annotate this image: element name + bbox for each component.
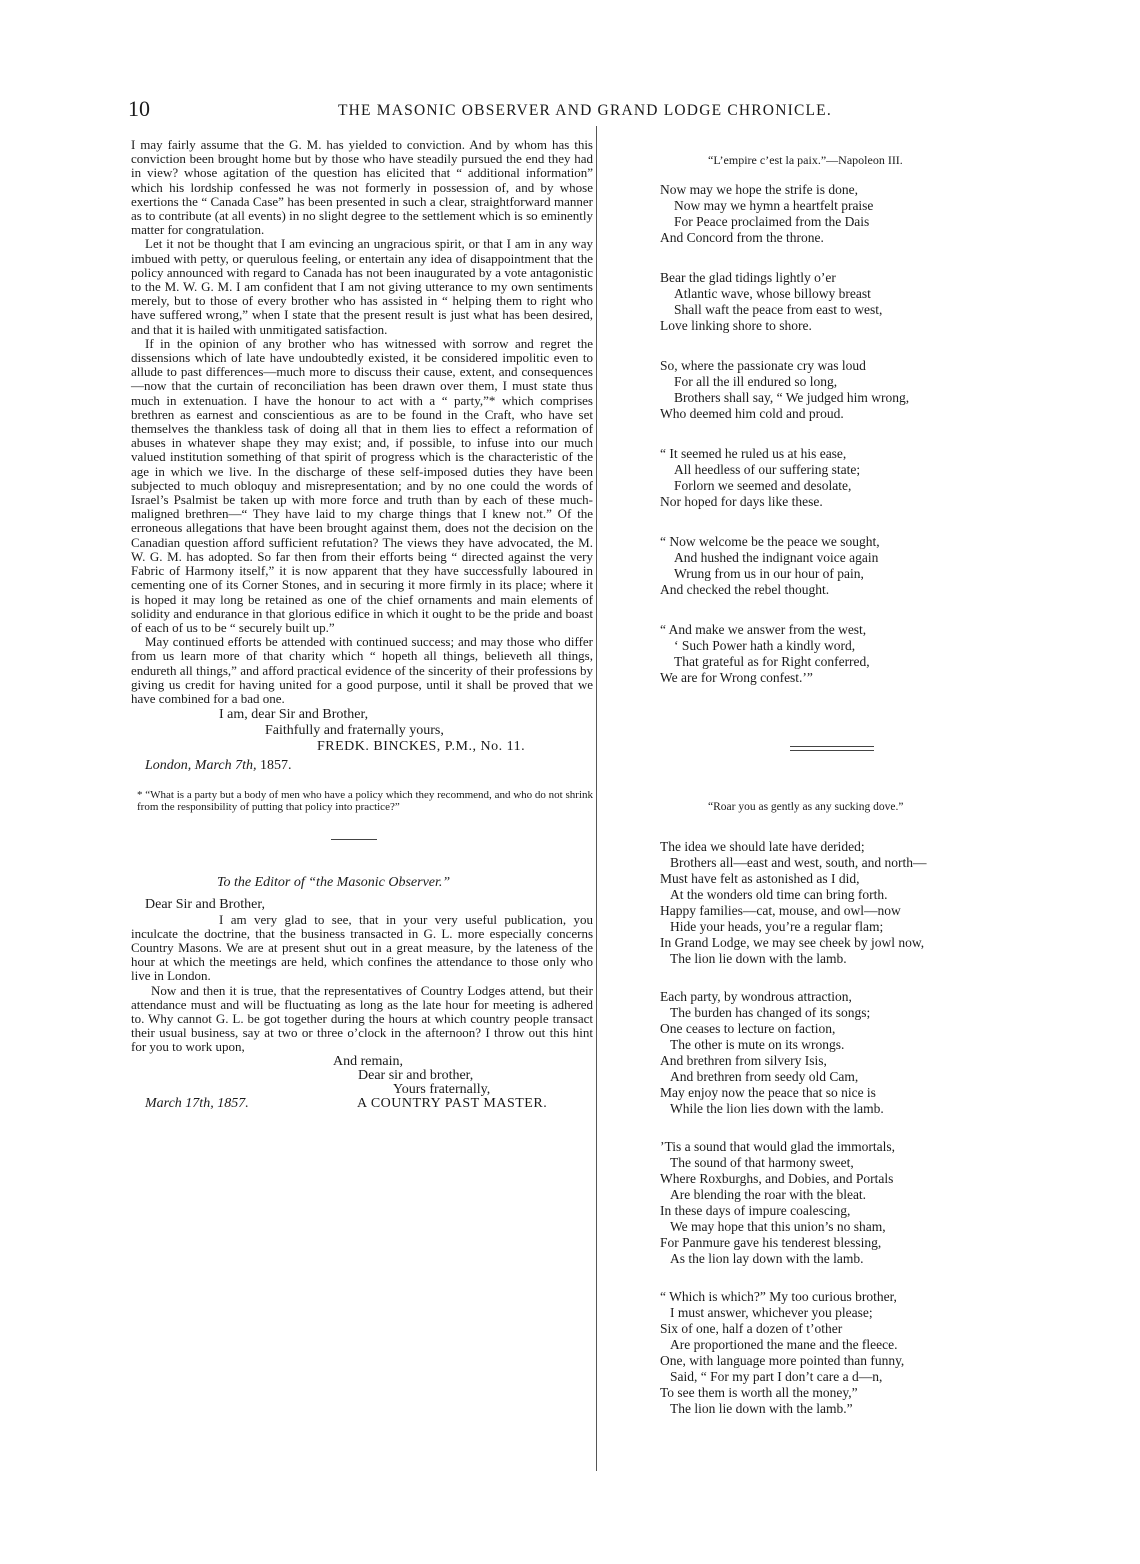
poem-epigraph: “Roar you as gently as any sucking dove.” <box>708 801 904 813</box>
letter-closing: Faithfully and fraternally yours, <box>265 723 444 739</box>
poem-peace <box>660 152 1040 686</box>
poem-line: And Concord from the throne. <box>660 230 824 245</box>
poem-line: Brothers shall say, “ We judged him wrong, <box>674 390 910 405</box>
dateline-year: 1857. <box>259 758 292 774</box>
letter-salutation: Dear Sir and Brother, <box>145 897 265 913</box>
column-divider <box>596 126 597 1471</box>
letter-paragraph: May continued efforts be attended with continued success; and may those who differ from us learn more of that charity which “ hopeth all things, believeth all things, endureth all things,” and afford practical evidence of the sincerity of their professions by giving us credit for having united for a good purpose, until it shall be proved that we have combined for a bad one. <box>131 634 593 706</box>
poem-stanza <box>660 1289 1040 1417</box>
poem-line: And hushed the indignant voice again <box>674 550 879 565</box>
poem-stanza <box>660 446 1040 510</box>
poem-line: So, where the passionate cry was loud <box>660 358 866 373</box>
letter-closing: And remain, <box>333 1053 403 1069</box>
letter-paragraph: I am very glad to see, that in your very useful publication, you inculcate the doctrine, that the business transacted in G. L. more especially concerns Country Masons. We are at present shut out in a great measure, by the lateness of the hour at which the meetings are held, which confines the attendance to those only who live in London. <box>131 911 593 984</box>
poem-line: In these days of impure coalescing, <box>660 1203 851 1218</box>
poem-line: The other is mute on its wrongs. <box>670 1037 845 1052</box>
poem-line: Each party, by wondrous attraction, <box>660 989 852 1004</box>
letter-date: March 17th, 1857. <box>145 1095 249 1111</box>
dateline-place: London, March 7th, <box>145 758 257 774</box>
poem-line: And brethren from seedy old Cam, <box>670 1069 859 1084</box>
poem-line: Brothers all—east and west, south, and north— <box>670 855 927 870</box>
poem-line: We may hope that this union’s no sham, <box>670 1219 886 1234</box>
poem-line: Love linking shore to shore. <box>660 318 812 333</box>
poem-line: All heedless of our suffering state; <box>674 462 861 477</box>
poem-line: Shall waft the peace from east to west, <box>674 302 883 317</box>
letter-dateline <box>131 755 593 777</box>
poem-line: The lion lie down with the lamb.” <box>670 1401 853 1416</box>
poem-line: For Panmure gave his tenderest blessing, <box>660 1235 882 1250</box>
poem-line: In Grand Lodge, we may see cheek by jowl now, <box>660 935 925 950</box>
poem-stanza <box>660 270 1040 334</box>
poem-line: I must answer, whichever you please; <box>670 1305 873 1320</box>
letter-country-past-master <box>131 876 593 1114</box>
letter-closing: Dear sir and brother, <box>358 1067 474 1083</box>
page-header <box>128 96 1006 126</box>
poem-line: Where Roxburghs, and Dobies, and Portals <box>660 1171 894 1186</box>
letter-paragraph: Let it not be thought that I am evincing an ungracious spirit, or that I am in any way imbued with petty, or querulous feeling, or entertain any idea of disappointment that the policy announced with regard to Canada has not been inaugurated by a vote antagonistic to the M. W. G. M. I am confident that I am not giving utterance to my own sentiments merely, but to those of every brother who has assisted in “ helping them to right who have suffered wrong,” when I state that the present result is just what has been desired, and that it is hailed with unmitigated satisfaction. <box>131 236 593 337</box>
letter-paragraph: Now and then it is true, that the representatives of Country Lodges attend, but their attendance must and will be fluctuating as long as the late hour for meeting is adhered to. Why cannot G. L. be got together during the hours at which country people transact their usual business, say at two or three o’clock in the afternoon? I throw out this hint for you to work upon, <box>131 982 593 1055</box>
poem-stanza <box>660 182 1040 246</box>
poem-line: May enjoy now the peace that so nice is <box>660 1085 876 1100</box>
poem-line: As the lion lay down with the lamb. <box>670 1251 864 1266</box>
poem-line: ’Tis a sound that would glad the immortals, <box>660 1139 895 1154</box>
poem-line: Are blending the roar with the bleat. <box>670 1187 867 1202</box>
poem-line: For Peace proclaimed from the Dais <box>674 214 870 229</box>
poem-epigraph: “L’empire c’est la paix.”—Napoleon III. <box>708 153 903 167</box>
poem-line: Nor hoped for days like these. <box>660 494 823 509</box>
page-number: 10 <box>128 96 150 121</box>
poem-line: To see them is worth all the money,” <box>660 1385 858 1400</box>
poem-stanza <box>660 622 1040 686</box>
letter-paragraph: If in the opinion of any brother who has witnessed with sorrow and regret the dissensions which of late have undoubtedly existed, it be considered impolitic even to allude to past differences—much more to discuss their cause, extent, and consequences—now that the curtain of reconciliation has been drawn over them, I must state thus much in extenuation. I have the honour to act with a “ party,”* which comprises brethren as earnest and conscientious as are to be found in the Craft, who have set themselves the thankless task of doing all that in them lies to effect a reformation of abuses in whatever shape they may exist; and, if possible, to infuse into our much valued institution something of that spirit of progress which is the characteristic of the age in which we live. In the discharge of these self-imposed duties they have been subjected to much obloquy and misrepresentation; and by no one could the words of Israel’s Psalmist be taken up with more force and truth than by each of these much-maligned brethren—“ They have laid to my charge things that I knew not.” Of the erroneous allegations that have been brought against them, does not the decision on the Canadian question afford sufficient refutation? The views they have advocated, the M. W. G. M. has adopted. So far then from their efforts being “ directed against the very Fabric of Harmony itself,” it is now apparent that they have successfully laboured in cementing one of its Corner Stones, and in securing it more firmly in its place; where it is hoped it may long be retained as one of the chief ornaments and main elements of solidity and endurance in that glorious edifice in which it ought to be the pride and boast of each of us to be “ securely built up.” <box>131 335 593 635</box>
poem-line: We are for Wrong confest.’” <box>660 670 813 685</box>
poem-line: Now may we hope the strife is done, <box>660 182 858 197</box>
poem-line: Forlorn we seemed and desolate, <box>674 478 852 493</box>
section-rule <box>331 839 377 840</box>
poem-line: “ It seemed he ruled us at his ease, <box>660 446 847 461</box>
poem-line: “ Which is which?” My too curious brother, <box>660 1289 897 1304</box>
poem-stanzas <box>660 182 1040 686</box>
letter-closing: I am, dear Sir and Brother, <box>219 707 369 723</box>
poem-line: Must have felt as astonished as I did, <box>660 871 860 886</box>
poem-line: Happy families—cat, mouse, and owl—now <box>660 903 901 918</box>
poem-stanzas <box>660 839 1040 1417</box>
poem-line: Said, “ For my part I don’t care a d—n, <box>670 1369 883 1384</box>
poem-line: “ Now welcome be the peace we sought, <box>660 534 880 549</box>
poem-line: The lion lie down with the lamb. <box>670 951 847 966</box>
letter-heading: To the Editor of “the Masonic Observer.” <box>217 875 451 891</box>
letter-closing: Yours fraternally, <box>393 1081 491 1097</box>
poem-line: Hide your heads, you’re a regular flam; <box>670 919 884 934</box>
poem-line: The sound of that harmony sweet, <box>670 1155 854 1170</box>
running-title: THE MASONIC OBSERVER AND GRAND LODGE CHRONICLE. <box>338 102 832 119</box>
poem-line: The idea we should late have derided; <box>660 839 865 854</box>
letter-paragraph: I may fairly assume that the G. M. has yielded to conviction. And by whom has this conviction been brought home but by those who have steadily pursued the end they had in view? whose agitation of the question has elicited that “ additional information” which his lordship confessed he was not formerly in possession of, and by whose exertions the “ Canada Case” has been presented in such a clear, straightforward manner as to contribute (at all events) in no slight degree to the settlement which is so eminently matter for congratulation. <box>131 137 593 238</box>
letter-signature: A COUNTRY PAST MASTER. <box>357 1095 548 1111</box>
poem-lion-and-lamb <box>660 799 1040 1417</box>
poem-stanza <box>660 1139 1040 1267</box>
letter-date-signature <box>131 1097 593 1115</box>
poem-line: And checked the rebel thought. <box>660 582 830 597</box>
poem-line: Now may we hymn a heartfelt praise <box>674 198 874 213</box>
poem-line: Wrung from us in our hour of pain, <box>674 566 864 581</box>
poem-line: That grateful as for Right conferred, <box>674 654 870 669</box>
poem-line: “ And make we answer from the west, <box>660 622 867 637</box>
poem-line: One, with language more pointed than funny, <box>660 1353 905 1368</box>
poem-stanza <box>660 989 1040 1117</box>
poem-line: For all the ill endured so long, <box>674 374 838 389</box>
poem-line: While the lion lies down with the lamb. <box>670 1101 884 1116</box>
poem-line: ‘ Such Power hath a kindly word, <box>674 638 856 653</box>
poem-line: One ceases to lecture on faction, <box>660 1021 836 1036</box>
right-column <box>660 152 1040 1439</box>
poem-line: And brethren from silvery Isis, <box>660 1053 827 1068</box>
poem-line: The burden has changed of its songs; <box>670 1005 871 1020</box>
poem-line: Six of one, half a dozen of t’other <box>660 1321 843 1336</box>
poem-stanza <box>660 839 1040 967</box>
left-column <box>131 138 593 1115</box>
poem-line: Atlantic wave, whose billowy breast <box>674 286 871 301</box>
poem-line: Bear the glad tidings lightly o’er <box>660 270 836 285</box>
poem-stanza <box>660 534 1040 598</box>
poem-line: At the wonders old time can bring forth. <box>670 887 888 902</box>
letter-signature: FREDK. BINCKES, P.M., No. 11. <box>317 739 526 755</box>
poem-stanza <box>660 358 1040 422</box>
poem-line: Who deemed him cold and proud. <box>660 406 844 421</box>
letter-binckes <box>131 138 593 813</box>
footnote: * “What is a party but a body of men who have a policy which they recommend, and who do not shrink from the responsibility of putting that policy into practice?” <box>137 789 593 814</box>
poem-line: Are proportioned the mane and the fleece. <box>670 1337 898 1352</box>
